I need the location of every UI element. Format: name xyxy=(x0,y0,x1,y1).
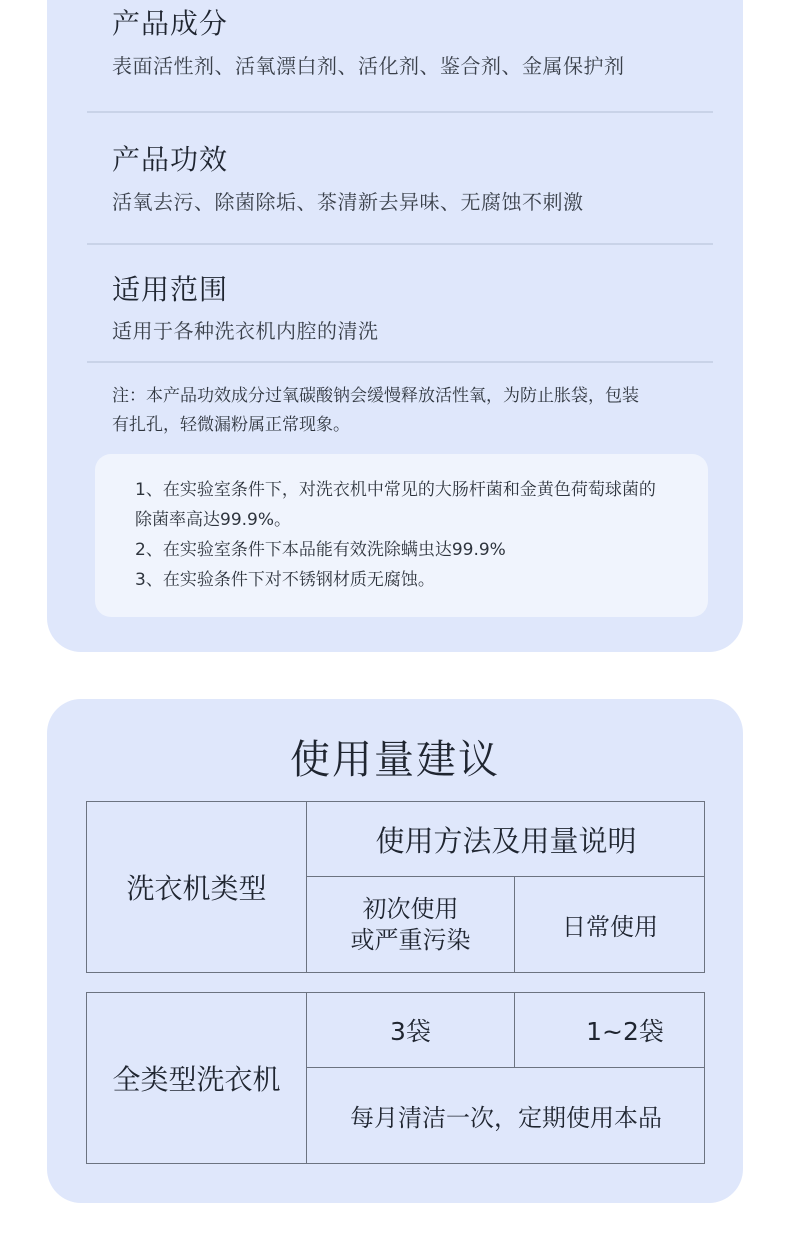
note-text xyxy=(112,382,692,440)
claim-item-1: 1、在实验室条件下，对洗衣机中常见的大肠杆菌和金黄色荷萄球菌的 xyxy=(135,480,656,500)
scope-text: 适用于各种洗衣机内腔的清洗 xyxy=(112,319,379,343)
row-daily-amount: 1~2袋 xyxy=(586,1017,664,1046)
note-line: 有扎孔，轻微漏粉属正常现象。 xyxy=(112,415,350,435)
claim-item-1-cont: 除菌率高达99.9%。 xyxy=(135,510,292,530)
efficacy-title: 产品功效 xyxy=(112,143,229,176)
header-first-use-line: 初次使用 xyxy=(362,894,459,923)
header-first-use xyxy=(307,877,514,972)
note-line: 注：本产品功效成分过氧碳酸钠会缓慢释放活性氧，为防止胀袋，包装 xyxy=(112,386,639,406)
divider xyxy=(87,243,713,245)
header-first-use-line: 或严重污染 xyxy=(350,925,471,954)
usage-title: 使用量建议 xyxy=(290,737,500,783)
efficacy-text: 活氧去污、除菌除垢、茶清新去异味、无腐蚀不刺激 xyxy=(112,190,584,214)
claim-item-3: 3、在实验条件下对不锈钢材质无腐蚀。 xyxy=(135,570,435,590)
scope-title: 适用范围 xyxy=(112,273,229,306)
row-machine: 全类型洗衣机 xyxy=(112,1063,281,1096)
divider xyxy=(87,361,713,363)
claim-item-2: 2、在实验室条件下本品能有效洗除螨虫达99.9% xyxy=(135,540,506,560)
ingredients-text: 表面活性剂、活氧漂白剂、活化剂、鉴合剂、金属保护剂 xyxy=(112,54,625,78)
row-first-amount: 3袋 xyxy=(390,1017,431,1046)
claims-box xyxy=(95,454,708,617)
ingredients-title: 产品成分 xyxy=(112,7,229,40)
divider xyxy=(87,111,713,113)
header-method: 使用方法及用量说明 xyxy=(375,823,637,858)
row-frequency: 每月清洁一次，定期使用本品 xyxy=(350,1104,662,1132)
header-daily-use: 日常使用 xyxy=(562,913,658,941)
header-machine-type: 洗衣机类型 xyxy=(126,872,267,905)
